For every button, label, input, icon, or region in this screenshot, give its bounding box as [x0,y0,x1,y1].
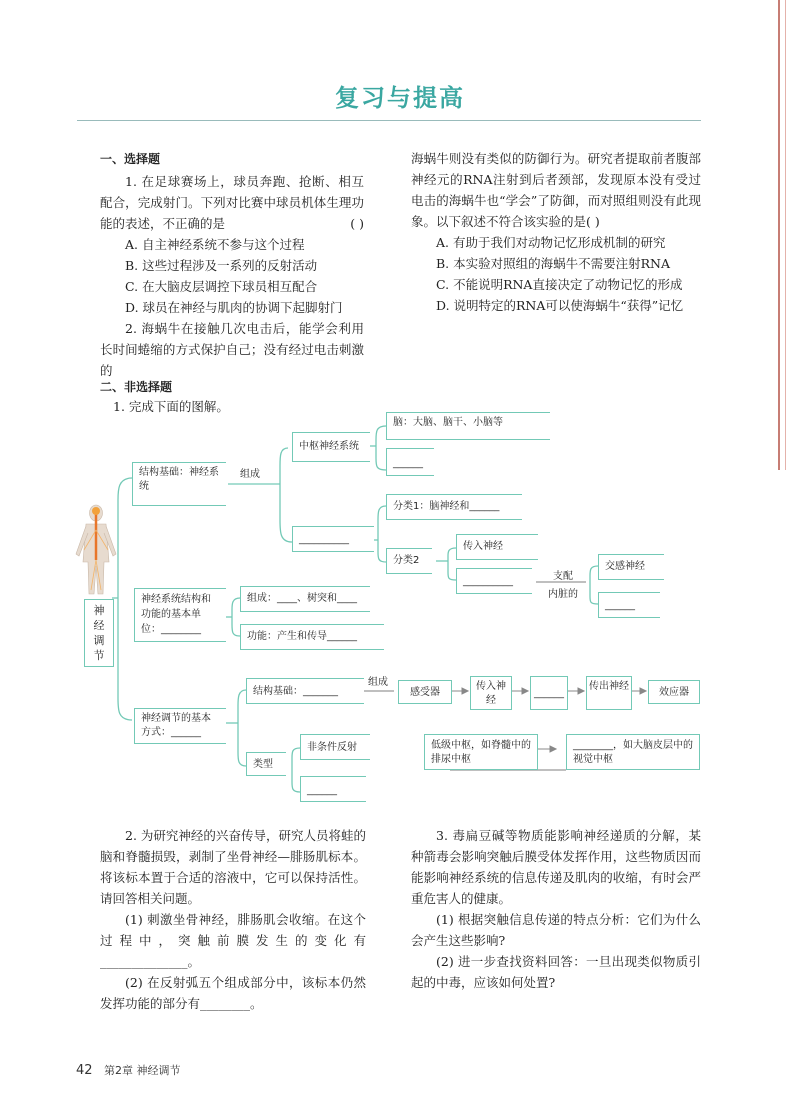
effector-box: 效应器 [648,680,700,704]
q2-option-a: A. 有助于我们对动物记忆形成机制的研究 [436,235,666,250]
page-title: 复习与提高 [335,84,465,112]
type-box: 类型 [246,752,286,776]
low-center-box: 低级中枢，如脊髓中的排尿中枢 [424,734,538,770]
root-nerve-regulation-box: 神经调节 [84,599,114,667]
central-nervous-box: 中枢神经系统 [292,432,370,462]
section2-q1: 1. 完成下面的图解。 [113,399,229,414]
spinal-blank-box: ______ [386,448,434,476]
page-number: 42 [76,1063,93,1078]
q2-sub2: (2) 在反射弧五个组成部分中，该标本仍然发挥功能的部分有________。 [100,975,366,1011]
efferent-blank-box: __________ [456,568,532,594]
peripheral-blank-box: __________ [292,526,374,552]
q2-sub1: (1) 刺激坐骨神经，腓肠肌会收缩。在这个过程中，突触前膜发生的变化有______________。 [100,912,366,969]
basic-unit-box: 神经系统结构和功能的基本单位：________ [134,588,226,642]
structure-basis-box: 结构基础：神经系统 [132,462,226,506]
q1-stem: 1. 在足球赛场上，球员奔跑、抢断、相互配合，完成射门。下列对比赛中球员机体生理功能的表述，不正确的是 ( ) [100,171,364,234]
human-body-icon [76,505,116,594]
unit-composition-box: 组成：____、树突和____ [240,586,370,612]
visceral-label: 内脏的 [548,589,578,600]
q1-option-d: D. 球员在神经与肌肉的协调下起脚射门 [125,300,343,315]
basic-mode-box: 神经调节的基本方式：______ [134,708,226,744]
q1-answer-paren: ( ) [350,216,364,231]
conditioned-blank-box: ______ [300,776,366,802]
class1-box: 分类1：脑神经和______ [386,494,522,520]
unit-function-box: 功能：产生和传导______ [240,624,384,650]
section1-heading: 一、选择题 [100,152,161,166]
question2-column [100,825,366,1014]
center-blank-box: ______ [530,676,568,710]
page-footer [76,1062,181,1078]
compose2-label: 组成 [368,677,388,688]
afferent2-box: 传入神经 [470,676,512,710]
high-center-box: ________，如大脑皮层中的视觉中枢 [566,734,700,770]
parasympathetic-blank-box: ______ [598,592,660,618]
dominate-label: 支配 [553,571,573,582]
q2-nonchoice-stem: 2. 为研究神经的兴奋传导，研究人员将蛙的脑和脊髓损毁，剥制了坐骨神经—腓肠肌标本。将该标本置于合适的溶液中，它可以保持活性。请回答相关问题。 [100,828,366,906]
reflex-basis-box: 结构基础：_______ [246,678,364,704]
afferent-nerve-box: 传入神经 [456,534,538,560]
unconditioned-reflex-box: 非条件反射 [300,734,370,760]
receptor-box: 感受器 [398,680,452,704]
chapter-label: 第2章 神经调节 [104,1064,181,1077]
q2-option-c: C. 不能说明RNA直接决定了动物记忆的形成 [436,277,683,292]
q2-option-d: D. 说明特定的RNA可以使海蜗牛“获得”记忆 [436,298,684,313]
question3-column [411,825,701,993]
brain-box: 脑：大脑、脑干、小脑等 [386,412,550,440]
q3-sub2: (2) 进一步查找资料回答：一旦出现类似物质引起的中毒，应该如何处置? [411,954,701,990]
q2-stem-right: 海蜗牛则没有类似的防御行为。研究者提取前者腹部神经元的RNA注射到后者颈部，发现原本没有受过电击的海蜗牛也“学会”了防御，而对照组则没有此现象。以下叙述不符合该实验的是( ) [411,151,701,229]
class2-box: 分类2 [386,548,432,574]
q1-option-a: A. 自主神经系统不参与这个过程 [125,237,305,252]
efferent2-box: 传出神经 [586,676,632,710]
q1-option-c: C. 在大脑皮层调控下球员相互配合 [125,279,318,294]
q3-stem: 3. 毒扁豆碱等物质能影响神经递质的分解，某种箭毒会影响突触后膜受体发挥作用，这些物质因而能影响神经系统的信息传递及肌肉的收缩，有时会严重危害人的健康。 [411,828,701,906]
q1-option-b: B. 这些过程涉及一系列的反射活动 [125,258,318,273]
q2-option-b: B. 本实验对照组的海蜗牛不需要注射RNA [436,256,671,271]
q2-stem-left: 2. 海蜗牛在接触几次电击后，能学会利用长时间蜷缩的方式保护自己；没有经过电击刺激的 [100,321,364,378]
compose-label: 组成 [240,469,260,480]
section2-heading: 二、非选择题 [100,380,173,394]
q3-sub1: (1) 根据突触信息传递的特点分析：它们为什么会产生这些影响? [411,912,701,948]
sympathetic-box: 交感神经 [598,554,664,580]
